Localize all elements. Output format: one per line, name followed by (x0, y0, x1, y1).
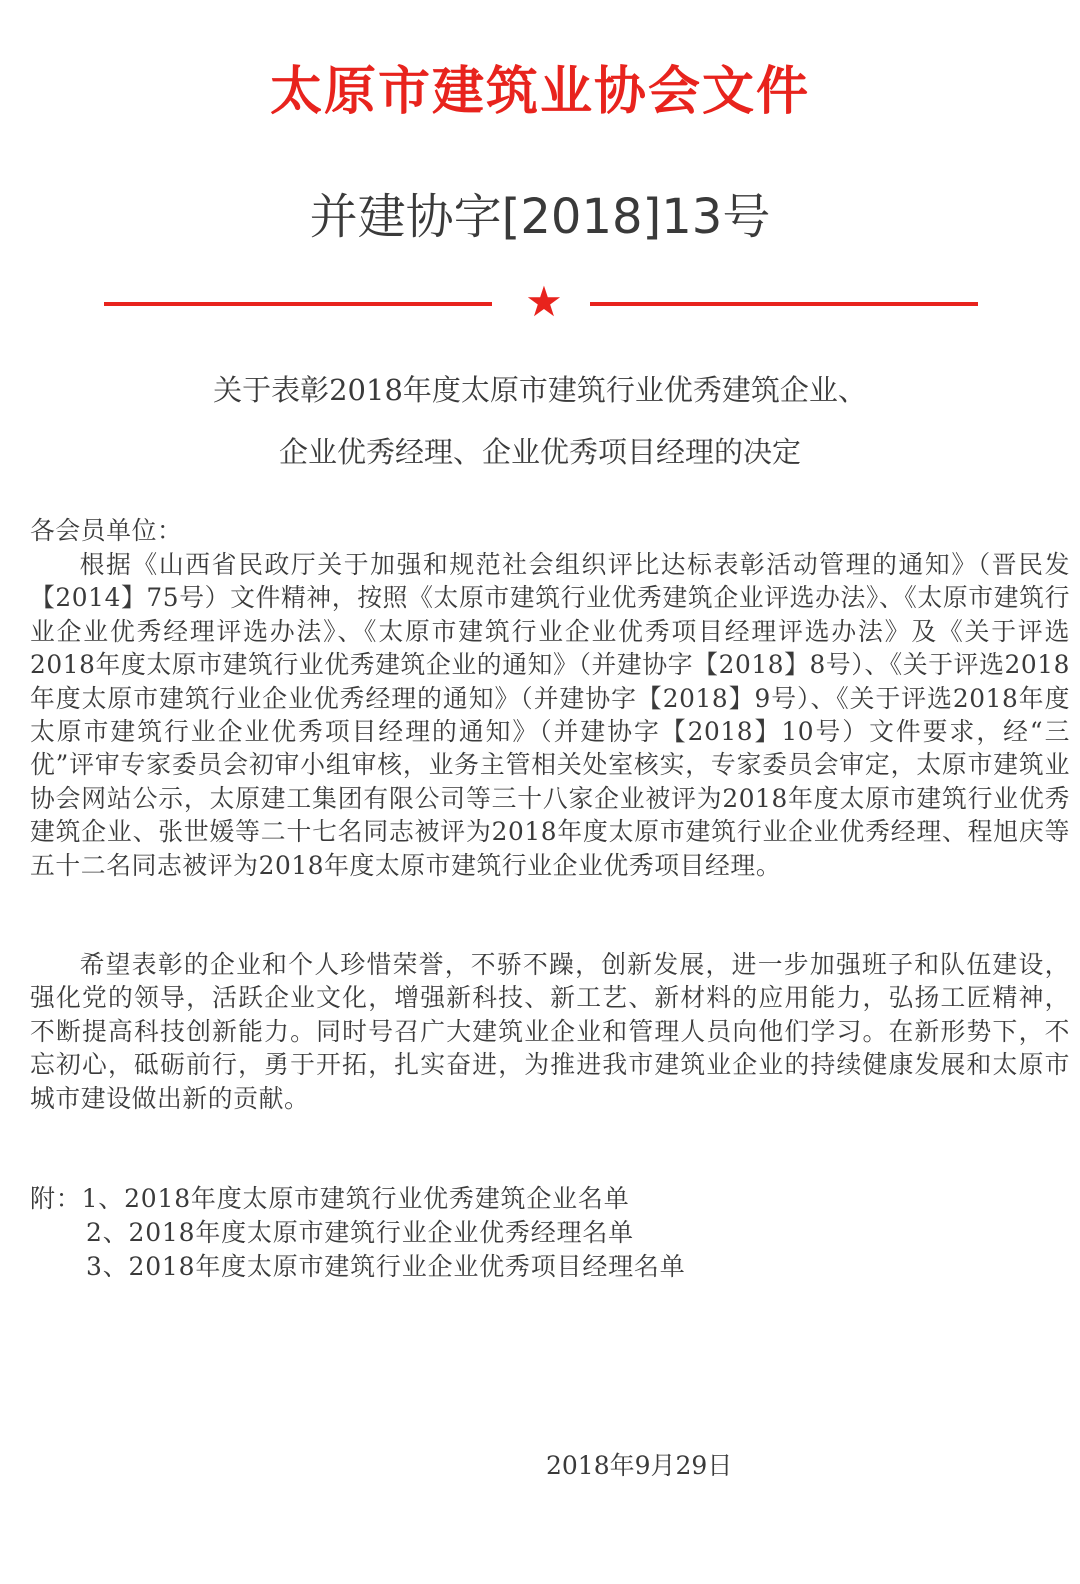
body-paragraph-1: 根据《山西省民政厅关于加强和规范社会组织评比达标表彰活动管理的通知》（晋民发【2014】75号）文件精神，按照《太原市建筑行业优秀建筑企业评选办法》、《太原市建筑行业企业优秀经理评选办法》、《太原市建筑行业企业优秀项目经理评选办法》及《关于评选2018年度太原市建筑行业优秀建筑企业的通知》（并建协字【2018】8号）、《关于评选2018年度太原市建筑行业企业优秀经理的通知》（并建协字【2018】9号）、《关于评选2018年度太原市建筑行业企业优秀项目经理的通知》（并建协字【2018】10号）文件要求，经“三优”评审专家委员会初审小组审核，业务主管相关处室核实，专家委员会审定，太原市建筑业协会网站公示，太原建工集团有限公司等三十八家企业被评为2018年度太原市建筑行业优秀建筑企业、张世媛等二十七名同志被评为2018年度太原市建筑行业企业优秀经理、程旭庆等五十二名同志被评为2018年度太原市建筑行业企业优秀项目经理。 (30, 550, 1070, 880)
attachment-item-3: 3、2018年度太原市建筑行业企业优秀项目经理名单 (86, 1252, 686, 1281)
body-paragraph-2: 希望表彰的企业和个人珍惜荣誉，不骄不躁，创新发展，进一步加强班子和队伍建设，强化党的领导，活跃企业文化，增强新科技、新工艺、新材料的应用能力，弘扬工匠精神，不断提高科技创新能力。同时号召广大建筑业企业和管理人员向他们学习。在新形势下，不忘初心，砥砺前行，勇于开拓，扎实奋进，为推进我市建筑业企业的持续健康发展和太原市城市建设做出新的贡献。 (30, 950, 1070, 1113)
attachment-item-2: 2、2018年度太原市建筑行业企业优秀经理名单 (86, 1218, 634, 1247)
red-separator (104, 277, 978, 326)
separator-line-right (590, 302, 978, 306)
subject-line-1: 关于表彰2018年度太原市建筑行业优秀建筑企业、 (213, 373, 867, 407)
issue-date: 2018年9月29日 (546, 1451, 733, 1480)
star-icon: ★ (525, 277, 563, 326)
subject-line-2: 企业优秀经理、企业优秀项目经理的决定 (278, 435, 801, 469)
salutation: 各会员单位： (30, 516, 183, 545)
attachment-item-1: 附：1、2018年度太原市建筑行业优秀建筑企业名单 (30, 1184, 630, 1213)
separator-line-left (104, 302, 492, 306)
document-issuer-title: 太原市建筑业协会文件 (269, 62, 810, 122)
document-number: 并建协字[2018]13号 (309, 189, 771, 245)
